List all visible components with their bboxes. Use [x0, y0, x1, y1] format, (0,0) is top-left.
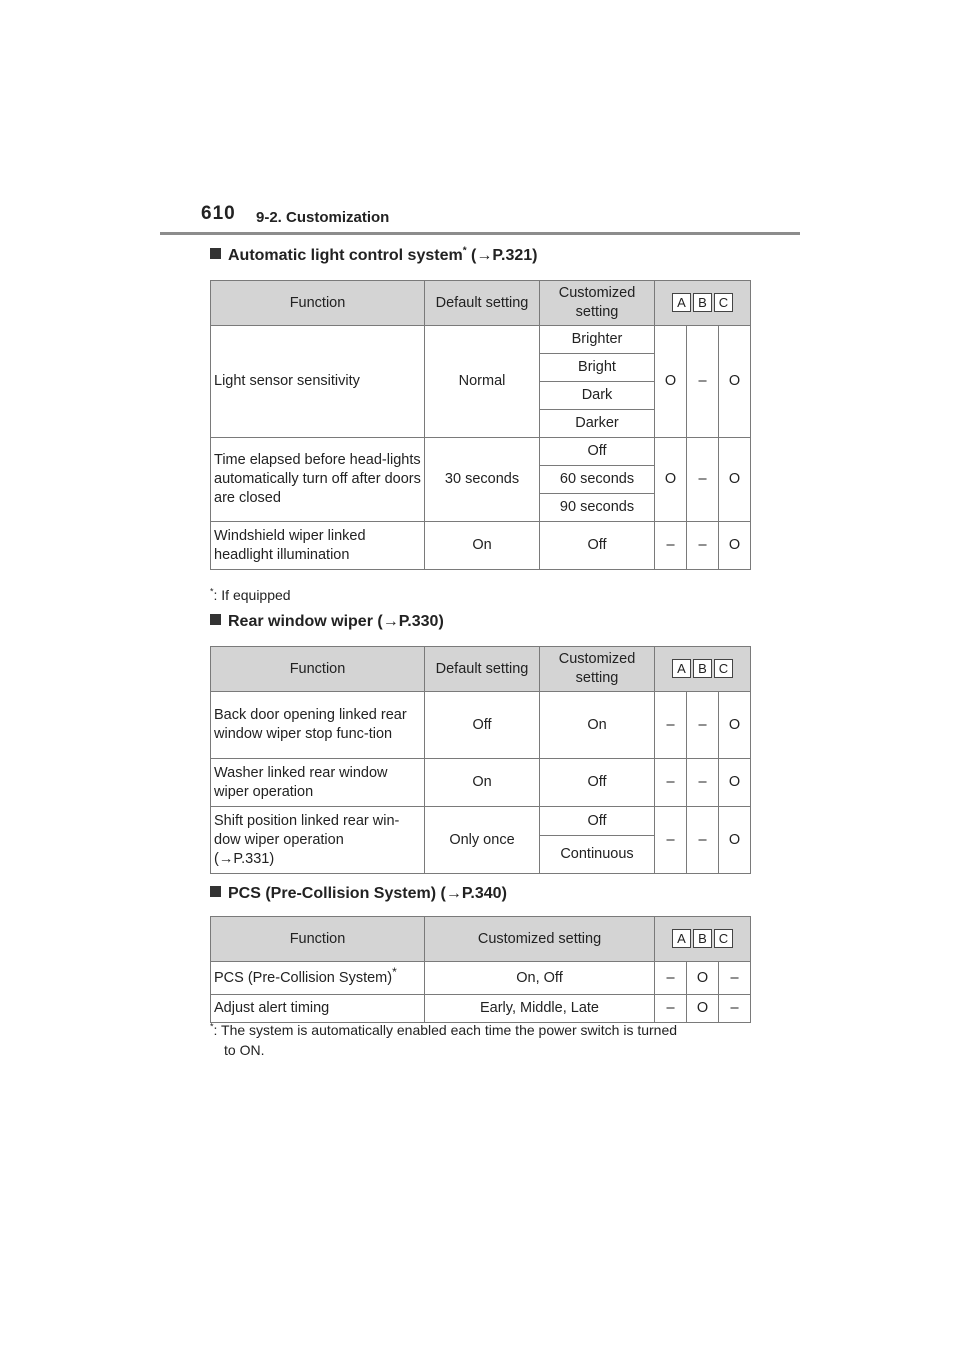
- default-cell: On: [425, 522, 540, 570]
- column-header-default: Default setting: [425, 647, 540, 692]
- table-row: [211, 962, 751, 995]
- a-cell: –: [655, 522, 687, 570]
- option-cell: Bright: [540, 354, 655, 382]
- function-text: Shift position linked rear win-dow wiper operation: [214, 812, 400, 848]
- page-number: 610: [201, 203, 236, 224]
- page-reference: (→P.321): [466, 247, 538, 264]
- c-cell: O: [719, 807, 751, 874]
- c-cell: O: [719, 522, 751, 570]
- b-cell: –: [687, 438, 719, 522]
- letter-b-box: B: [693, 929, 712, 948]
- footnote-continuation: to ON.: [224, 1042, 265, 1058]
- table-header-row: [211, 917, 751, 962]
- page-reference: (→P.340): [436, 885, 507, 902]
- heading-text: Automatic light control system: [228, 247, 463, 264]
- function-cell: [211, 807, 425, 874]
- table-header-row: [211, 647, 751, 692]
- header-divider: [160, 232, 800, 235]
- heading-text: PCS (Pre-Collision System): [228, 885, 437, 902]
- a-cell: –: [655, 962, 687, 995]
- square-bullet-icon: [210, 248, 221, 259]
- a-cell: –: [655, 807, 687, 874]
- customized-cell: Off: [540, 759, 655, 807]
- default-cell: Normal: [425, 326, 540, 438]
- option-cell: 90 seconds: [540, 494, 655, 522]
- footnote-if-equipped: [210, 585, 291, 605]
- function-cell: Light sensor sensitivity: [211, 326, 425, 438]
- customized-cell: Early, Middle, Late: [425, 995, 655, 1023]
- option-cell: Dark: [540, 382, 655, 410]
- option-cell: 60 seconds: [540, 466, 655, 494]
- footnote-pcs: [210, 1020, 755, 1060]
- customized-cell: Off: [540, 522, 655, 570]
- column-header-customized: Customized setting: [425, 917, 655, 962]
- column-header-customized: Customized setting: [540, 281, 655, 326]
- a-cell: –: [655, 759, 687, 807]
- default-cell: 30 seconds: [425, 438, 540, 522]
- table-header-row: [211, 281, 751, 326]
- b-cell: –: [687, 807, 719, 874]
- page-reference: (→P.330): [372, 613, 444, 630]
- table-row: [211, 995, 751, 1023]
- footnote-mark: *: [462, 245, 467, 257]
- c-cell: O: [719, 692, 751, 759]
- option-cell: Off: [540, 807, 655, 836]
- table-row: [211, 807, 751, 836]
- b-cell: –: [687, 522, 719, 570]
- footnote-text: : If equipped: [213, 587, 291, 603]
- light-control-table: [210, 280, 751, 570]
- default-cell: On: [425, 759, 540, 807]
- customized-cell: On: [540, 692, 655, 759]
- function-cell: Time elapsed before head-lights automatically turn off after doors are closed: [211, 438, 425, 522]
- column-header-function: Function: [211, 647, 425, 692]
- footnote-text: : The system is automatically enabled each time the power switch is turned: [213, 1022, 678, 1038]
- letter-c-box: C: [714, 293, 733, 312]
- letter-c-box: C: [714, 929, 733, 948]
- letter-b-box: B: [693, 659, 712, 678]
- function-cell: Washer linked rear window wiper operation: [211, 759, 425, 807]
- letter-c-box: C: [714, 659, 733, 678]
- table-row: [211, 522, 751, 570]
- column-header-default: Default setting: [425, 281, 540, 326]
- pcs-table: [210, 916, 751, 1023]
- column-header-abc: [655, 647, 751, 692]
- c-cell: –: [719, 995, 751, 1023]
- table-row: [211, 692, 751, 759]
- letter-a-box: A: [672, 659, 691, 678]
- footnote-mark: *: [210, 586, 214, 597]
- function-cell: Adjust alert timing: [211, 995, 425, 1023]
- square-bullet-icon: [210, 614, 221, 625]
- c-cell: O: [719, 326, 751, 438]
- letter-a-box: A: [672, 293, 691, 312]
- a-cell: –: [655, 995, 687, 1023]
- default-cell: Off: [425, 692, 540, 759]
- letter-a-box: A: [672, 929, 691, 948]
- section-title: 9-2. Customization: [256, 209, 390, 226]
- column-header-abc: [655, 917, 751, 962]
- column-header-customized: Customized setting: [540, 647, 655, 692]
- column-header-abc: [655, 281, 751, 326]
- b-cell: O: [687, 962, 719, 995]
- heading-rear-window-wiper: [210, 613, 444, 631]
- column-header-function: Function: [211, 281, 425, 326]
- customized-cell: On, Off: [425, 962, 655, 995]
- b-cell: O: [687, 995, 719, 1023]
- function-text: PCS (Pre-Collision System): [214, 969, 393, 986]
- b-cell: –: [687, 326, 719, 438]
- footnote-mark: *: [210, 1021, 214, 1032]
- table-row: [211, 438, 751, 466]
- function-cell: [211, 962, 425, 995]
- column-header-function: Function: [211, 917, 425, 962]
- default-cell: Only once: [425, 807, 540, 874]
- option-cell: Continuous: [540, 836, 655, 874]
- option-cell: Darker: [540, 410, 655, 438]
- b-cell: –: [687, 759, 719, 807]
- heading-pcs: [210, 885, 507, 903]
- option-cell: Brighter: [540, 326, 655, 354]
- heading-text: Rear window wiper: [228, 613, 373, 630]
- c-cell: O: [719, 438, 751, 522]
- a-cell: –: [655, 692, 687, 759]
- table-row: [211, 326, 751, 354]
- letter-b-box: B: [693, 293, 712, 312]
- heading-automatic-light-control: [210, 247, 537, 265]
- function-page-reference: (→P.331): [214, 850, 275, 867]
- rear-wiper-table: [210, 646, 751, 874]
- b-cell: –: [687, 692, 719, 759]
- function-cell: Windshield wiper linked headlight illumination: [211, 522, 425, 570]
- option-cell: Off: [540, 438, 655, 466]
- a-cell: O: [655, 438, 687, 522]
- c-cell: O: [719, 759, 751, 807]
- square-bullet-icon: [210, 886, 221, 897]
- a-cell: O: [655, 326, 687, 438]
- function-cell: Back door opening linked rear window wiper stop func-tion: [211, 692, 425, 759]
- c-cell: –: [719, 962, 751, 995]
- table-row: [211, 759, 751, 807]
- footnote-mark: *: [392, 964, 397, 979]
